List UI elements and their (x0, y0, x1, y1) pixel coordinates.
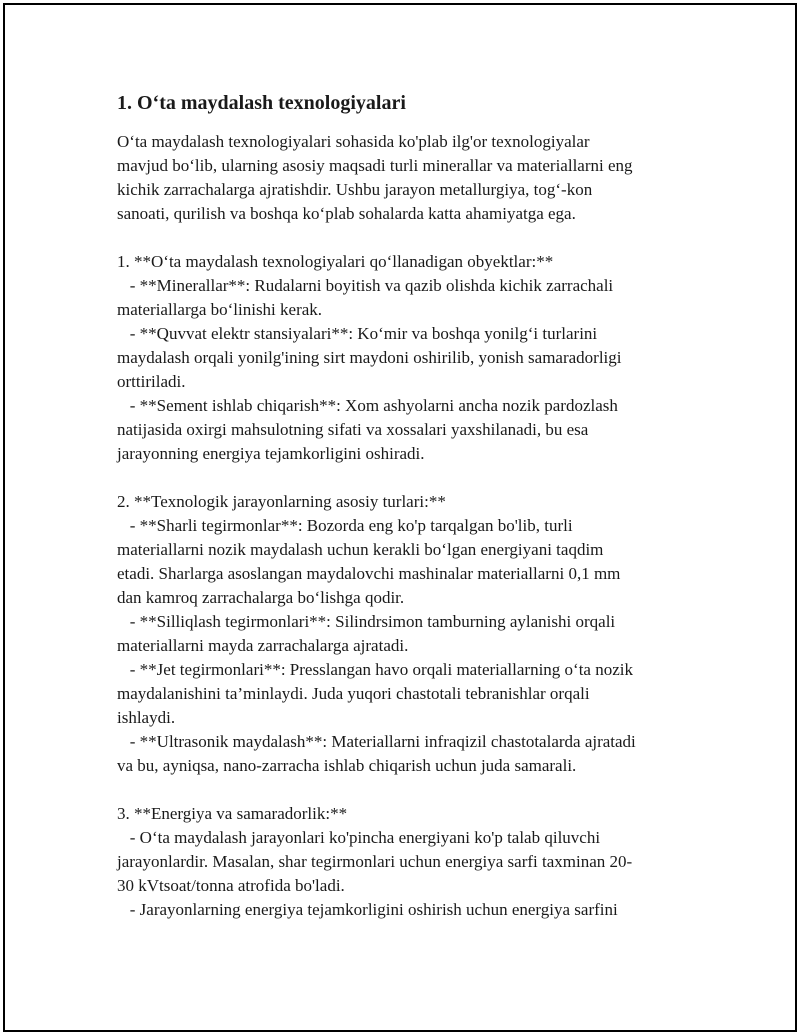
paragraph-spacer (117, 778, 687, 802)
text-line: va bu, ayniqsa, nano-zarracha ishlab chiqarish uchun juda samarali. (117, 756, 577, 775)
document-title: 1. O‘ta maydalash texnologiyalari (117, 92, 406, 114)
list-item: - Jarayonlarning energiya tejamkorligini oshirish uchun energiya sarfini (117, 900, 618, 919)
list-item: - **Sement ishlab chiqarish**: Xom ashyolarni ancha nozik pardozlash (117, 396, 618, 415)
section-process-types (117, 490, 687, 778)
paragraph-spacer (117, 226, 687, 250)
text-line: kichik zarrachalarga ajratishdir. Ushbu jarayon metallurgiya, tog‘-kon (117, 180, 593, 199)
document-body (117, 90, 687, 922)
text-line: materiallarni nozik maydalash uchun kerakli bo‘lgan energiyani taqdim (117, 540, 604, 559)
text-line: dan kamroq zarrachalarga bo‘lishga qodir. (117, 588, 405, 607)
list-item: - **Silliqlash tegirmonlari**: Silindrsimon tamburning aylanishi orqali (117, 612, 616, 631)
list-item: - **Sharli tegirmonlar**: Bozorda eng ko'p tarqalgan bo'lib, turli (117, 516, 573, 535)
text-line: jarayonlardir. Masalan, shar tegirmonlari uchun energiya sarfi taxminan 20- (117, 852, 633, 871)
section-heading: 1. **O‘ta maydalash texnologiyalari qo‘llanadigan obyektlar:** (117, 252, 554, 271)
text-line: sanoati, qurilish va boshqa ko‘plab sohalarda katta ahamiyatga ega. (117, 204, 576, 223)
intro-paragraph (117, 130, 687, 226)
text-line: O‘ta maydalash texnologiyalari sohasida ko'plab ilg'or texnologiyalar (117, 132, 590, 151)
text-line: orttiriladi. (117, 372, 186, 391)
list-item: - **Ultrasonik maydalash**: Materiallarni infraqizil chastotalarda ajratadi (117, 732, 636, 751)
text-line: maydalanishini ta’minlaydi. Juda yuqori chastotali tebranishlar orqali (117, 684, 590, 703)
text-line: maydalash orqali yonilg'ining sirt maydoni oshirilib, yonish samaradorligi (117, 348, 622, 367)
text-line: natijasida oxirgi mahsulotning sifati va xossalari yaxshilanadi, bu esa (117, 420, 589, 439)
paragraph-spacer (117, 466, 687, 490)
list-item: - **Minerallar**: Rudalarni boyitish va qazib olishda kichik zarrachali (117, 276, 614, 295)
text-line: materiallarni mayda zarrachalarga ajratadi. (117, 636, 409, 655)
text-line: etadi. Sharlarga asoslangan maydalovchi mashinalar materiallarni 0,1 mm (117, 564, 621, 583)
section-heading: 2. **Texnologik jarayonlarning asosiy turlari:** (117, 492, 446, 511)
list-item: - **Jet tegirmonlari**: Presslangan havo orqali materiallarning o‘ta nozik (117, 660, 633, 679)
text-line: ishlaydi. (117, 708, 176, 727)
text-line: mavjud bo‘lib, ularning asosiy maqsadi turli minerallar va materiallarni eng (117, 156, 633, 175)
section-heading: 3. **Energiya va samaradorlik:** (117, 804, 348, 823)
section-energy (117, 802, 687, 922)
list-item: - O‘ta maydalash jarayonlari ko'pincha energiyani ko'p talab qiluvchi (117, 828, 601, 847)
text-line: 30 kVtsoat/tonna atrofida bo'ladi. (117, 876, 345, 895)
section-objects (117, 250, 687, 466)
text-line: jarayonning energiya tejamkorligini oshiradi. (117, 444, 425, 463)
list-item: - **Quvvat elektr stansiyalari**: Ko‘mir va boshqa yonilg‘i turlarini (117, 324, 598, 343)
text-line: materiallarga bo‘linishi kerak. (117, 300, 323, 319)
